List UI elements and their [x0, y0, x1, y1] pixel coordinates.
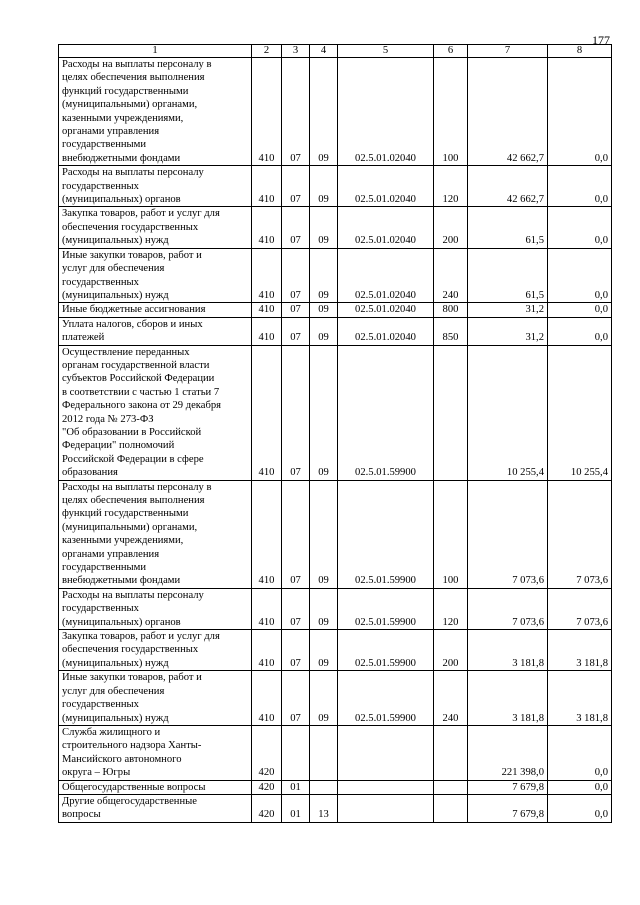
cell-target-article — [338, 794, 434, 822]
cell-section: 07 — [282, 671, 310, 726]
cell-target-article: 02.5.01.59900 — [338, 671, 434, 726]
cell-expense-type: 240 — [434, 671, 468, 726]
cell-amount-subvention: 0,0 — [548, 794, 612, 822]
cell-amount-subvention: 10 255,4 — [548, 345, 612, 480]
cell-amount: 221 398,0 — [468, 725, 548, 780]
table-row — [59, 588, 612, 629]
cell-expense-type: 200 — [434, 207, 468, 248]
cell-target-article: 02.5.01.59900 — [338, 480, 434, 588]
cell-admin-code: 410 — [252, 480, 282, 588]
header-cell: 1 — [59, 45, 252, 58]
cell-subsection: 09 — [310, 480, 338, 588]
cell-expense-type: 100 — [434, 480, 468, 588]
table-row — [59, 58, 612, 166]
cell-section — [282, 725, 310, 780]
budget-table — [58, 44, 612, 823]
cell-subsection: 09 — [310, 303, 338, 317]
row-name: Служба жилищного и строительного надзора Ханты- Мансийского автономного округа – Югры — [59, 725, 252, 780]
cell-target-article — [338, 725, 434, 780]
row-name: Расходы на выплаты персоналу в целях обеспечения выполнения функций государственными (муниципальными) органами, казенными учреждениями, органами управления государственными внебюджетными фондами — [59, 58, 252, 166]
cell-section: 07 — [282, 58, 310, 166]
row-name: Закупка товаров, работ и услуг для обеспечения государственных (муниципальных) нужд — [59, 630, 252, 671]
cell-subsection: 09 — [310, 317, 338, 345]
cell-section: 01 — [282, 780, 310, 794]
table-row — [59, 671, 612, 726]
row-name: Иные бюджетные ассигнования — [59, 303, 252, 317]
cell-admin-code: 410 — [252, 588, 282, 629]
cell-expense-type — [434, 780, 468, 794]
cell-subsection: 09 — [310, 248, 338, 303]
cell-amount: 7 679,8 — [468, 780, 548, 794]
row-name: Расходы на выплаты персоналу государственных (муниципальных) органов — [59, 166, 252, 207]
cell-expense-type: 240 — [434, 248, 468, 303]
cell-target-article: 02.5.01.59900 — [338, 345, 434, 480]
row-name: Закупка товаров, работ и услуг для обеспечения государственных (муниципальных) нужд — [59, 207, 252, 248]
cell-amount: 7 073,6 — [468, 588, 548, 629]
cell-section: 07 — [282, 207, 310, 248]
cell-amount: 42 662,7 — [468, 166, 548, 207]
cell-target-article: 02.5.01.02040 — [338, 166, 434, 207]
cell-amount: 31,2 — [468, 317, 548, 345]
cell-amount-subvention: 0,0 — [548, 248, 612, 303]
table-row — [59, 248, 612, 303]
cell-target-article: 02.5.01.02040 — [338, 58, 434, 166]
table-row — [59, 303, 612, 317]
cell-target-article — [338, 780, 434, 794]
table-row — [59, 794, 612, 822]
cell-amount-subvention: 0,0 — [548, 58, 612, 166]
cell-expense-type — [434, 345, 468, 480]
cell-amount-subvention: 0,0 — [548, 317, 612, 345]
cell-amount-subvention: 3 181,8 — [548, 671, 612, 726]
header-cell: 4 — [310, 45, 338, 58]
cell-target-article: 02.5.01.59900 — [338, 630, 434, 671]
cell-expense-type: 120 — [434, 588, 468, 629]
cell-admin-code: 410 — [252, 630, 282, 671]
cell-amount: 61,5 — [468, 248, 548, 303]
cell-admin-code: 410 — [252, 671, 282, 726]
cell-section: 07 — [282, 480, 310, 588]
table-row — [59, 725, 612, 780]
header-cell: 8 — [548, 45, 612, 58]
cell-subsection: 09 — [310, 207, 338, 248]
cell-admin-code: 410 — [252, 166, 282, 207]
table-row — [59, 166, 612, 207]
cell-section: 07 — [282, 588, 310, 629]
cell-subsection: 09 — [310, 58, 338, 166]
table-row — [59, 317, 612, 345]
cell-admin-code: 410 — [252, 303, 282, 317]
row-name: Другие общегосударственные вопросы — [59, 794, 252, 822]
cell-admin-code: 420 — [252, 780, 282, 794]
cell-amount: 7 679,8 — [468, 794, 548, 822]
cell-amount-subvention: 3 181,8 — [548, 630, 612, 671]
cell-target-article: 02.5.01.59900 — [338, 588, 434, 629]
cell-admin-code: 410 — [252, 248, 282, 303]
row-name: Иные закупки товаров, работ и услуг для обеспечения государственных (муниципальных) нужд — [59, 248, 252, 303]
table-row — [59, 207, 612, 248]
cell-admin-code: 410 — [252, 58, 282, 166]
cell-target-article: 02.5.01.02040 — [338, 317, 434, 345]
header-row — [59, 45, 612, 58]
cell-section: 01 — [282, 794, 310, 822]
cell-amount-subvention: 7 073,6 — [548, 588, 612, 629]
cell-section: 07 — [282, 317, 310, 345]
row-name: Расходы на выплаты персоналу в целях обеспечения выполнения функций государственными (муниципальными) органами, казенными учреждениями, органами управления государственными внебюджетными фондами — [59, 480, 252, 588]
cell-expense-type: 800 — [434, 303, 468, 317]
cell-expense-type: 850 — [434, 317, 468, 345]
table-row — [59, 345, 612, 480]
cell-section: 07 — [282, 303, 310, 317]
cell-expense-type: 200 — [434, 630, 468, 671]
cell-subsection — [310, 780, 338, 794]
header-cell: 6 — [434, 45, 468, 58]
header-cell: 7 — [468, 45, 548, 58]
cell-amount: 7 073,6 — [468, 480, 548, 588]
cell-section: 07 — [282, 166, 310, 207]
cell-admin-code: 410 — [252, 345, 282, 480]
cell-amount: 10 255,4 — [468, 345, 548, 480]
header-cell: 2 — [252, 45, 282, 58]
cell-target-article: 02.5.01.02040 — [338, 303, 434, 317]
cell-section: 07 — [282, 345, 310, 480]
cell-amount: 61,5 — [468, 207, 548, 248]
cell-section: 07 — [282, 248, 310, 303]
cell-subsection: 09 — [310, 588, 338, 629]
row-name: Расходы на выплаты персоналу государственных (муниципальных) органов — [59, 588, 252, 629]
cell-admin-code: 420 — [252, 725, 282, 780]
cell-amount-subvention: 7 073,6 — [548, 480, 612, 588]
header-cell: 5 — [338, 45, 434, 58]
table-row — [59, 480, 612, 588]
cell-section: 07 — [282, 630, 310, 671]
table-row — [59, 780, 612, 794]
table-row — [59, 630, 612, 671]
cell-subsection: 09 — [310, 630, 338, 671]
cell-admin-code: 410 — [252, 207, 282, 248]
cell-expense-type — [434, 794, 468, 822]
cell-amount: 3 181,8 — [468, 630, 548, 671]
cell-subsection: 09 — [310, 671, 338, 726]
page-number: 177 — [592, 33, 610, 47]
cell-target-article: 02.5.01.02040 — [338, 207, 434, 248]
cell-amount-subvention: 0,0 — [548, 207, 612, 248]
row-name: Уплата налогов, сборов и иных платежей — [59, 317, 252, 345]
row-name: Общегосударственные вопросы — [59, 780, 252, 794]
cell-amount: 3 181,8 — [468, 671, 548, 726]
cell-amount-subvention: 0,0 — [548, 780, 612, 794]
cell-amount: 42 662,7 — [468, 58, 548, 166]
cell-subsection: 09 — [310, 166, 338, 207]
cell-expense-type — [434, 725, 468, 780]
row-name: Осуществление переданных органам государственной власти субъектов Российской Федерации в соответствии с частью 1 статьи 7 Федерального закона от 29 декабря 2012 года № 273-ФЗ "Об образовании в Российской Федерации" полномочий Российской Федерации в сфере образования — [59, 345, 252, 480]
cell-admin-code: 410 — [252, 317, 282, 345]
cell-amount-subvention: 0,0 — [548, 166, 612, 207]
row-name: Иные закупки товаров, работ и услуг для обеспечения государственных (муниципальных) нужд — [59, 671, 252, 726]
cell-subsection: 13 — [310, 794, 338, 822]
cell-amount-subvention: 0,0 — [548, 725, 612, 780]
cell-admin-code: 420 — [252, 794, 282, 822]
cell-amount-subvention: 0,0 — [548, 303, 612, 317]
cell-amount: 31,2 — [468, 303, 548, 317]
cell-expense-type: 120 — [434, 166, 468, 207]
cell-target-article: 02.5.01.02040 — [338, 248, 434, 303]
cell-subsection — [310, 725, 338, 780]
cell-subsection: 09 — [310, 345, 338, 480]
header-cell: 3 — [282, 45, 310, 58]
cell-expense-type: 100 — [434, 58, 468, 166]
